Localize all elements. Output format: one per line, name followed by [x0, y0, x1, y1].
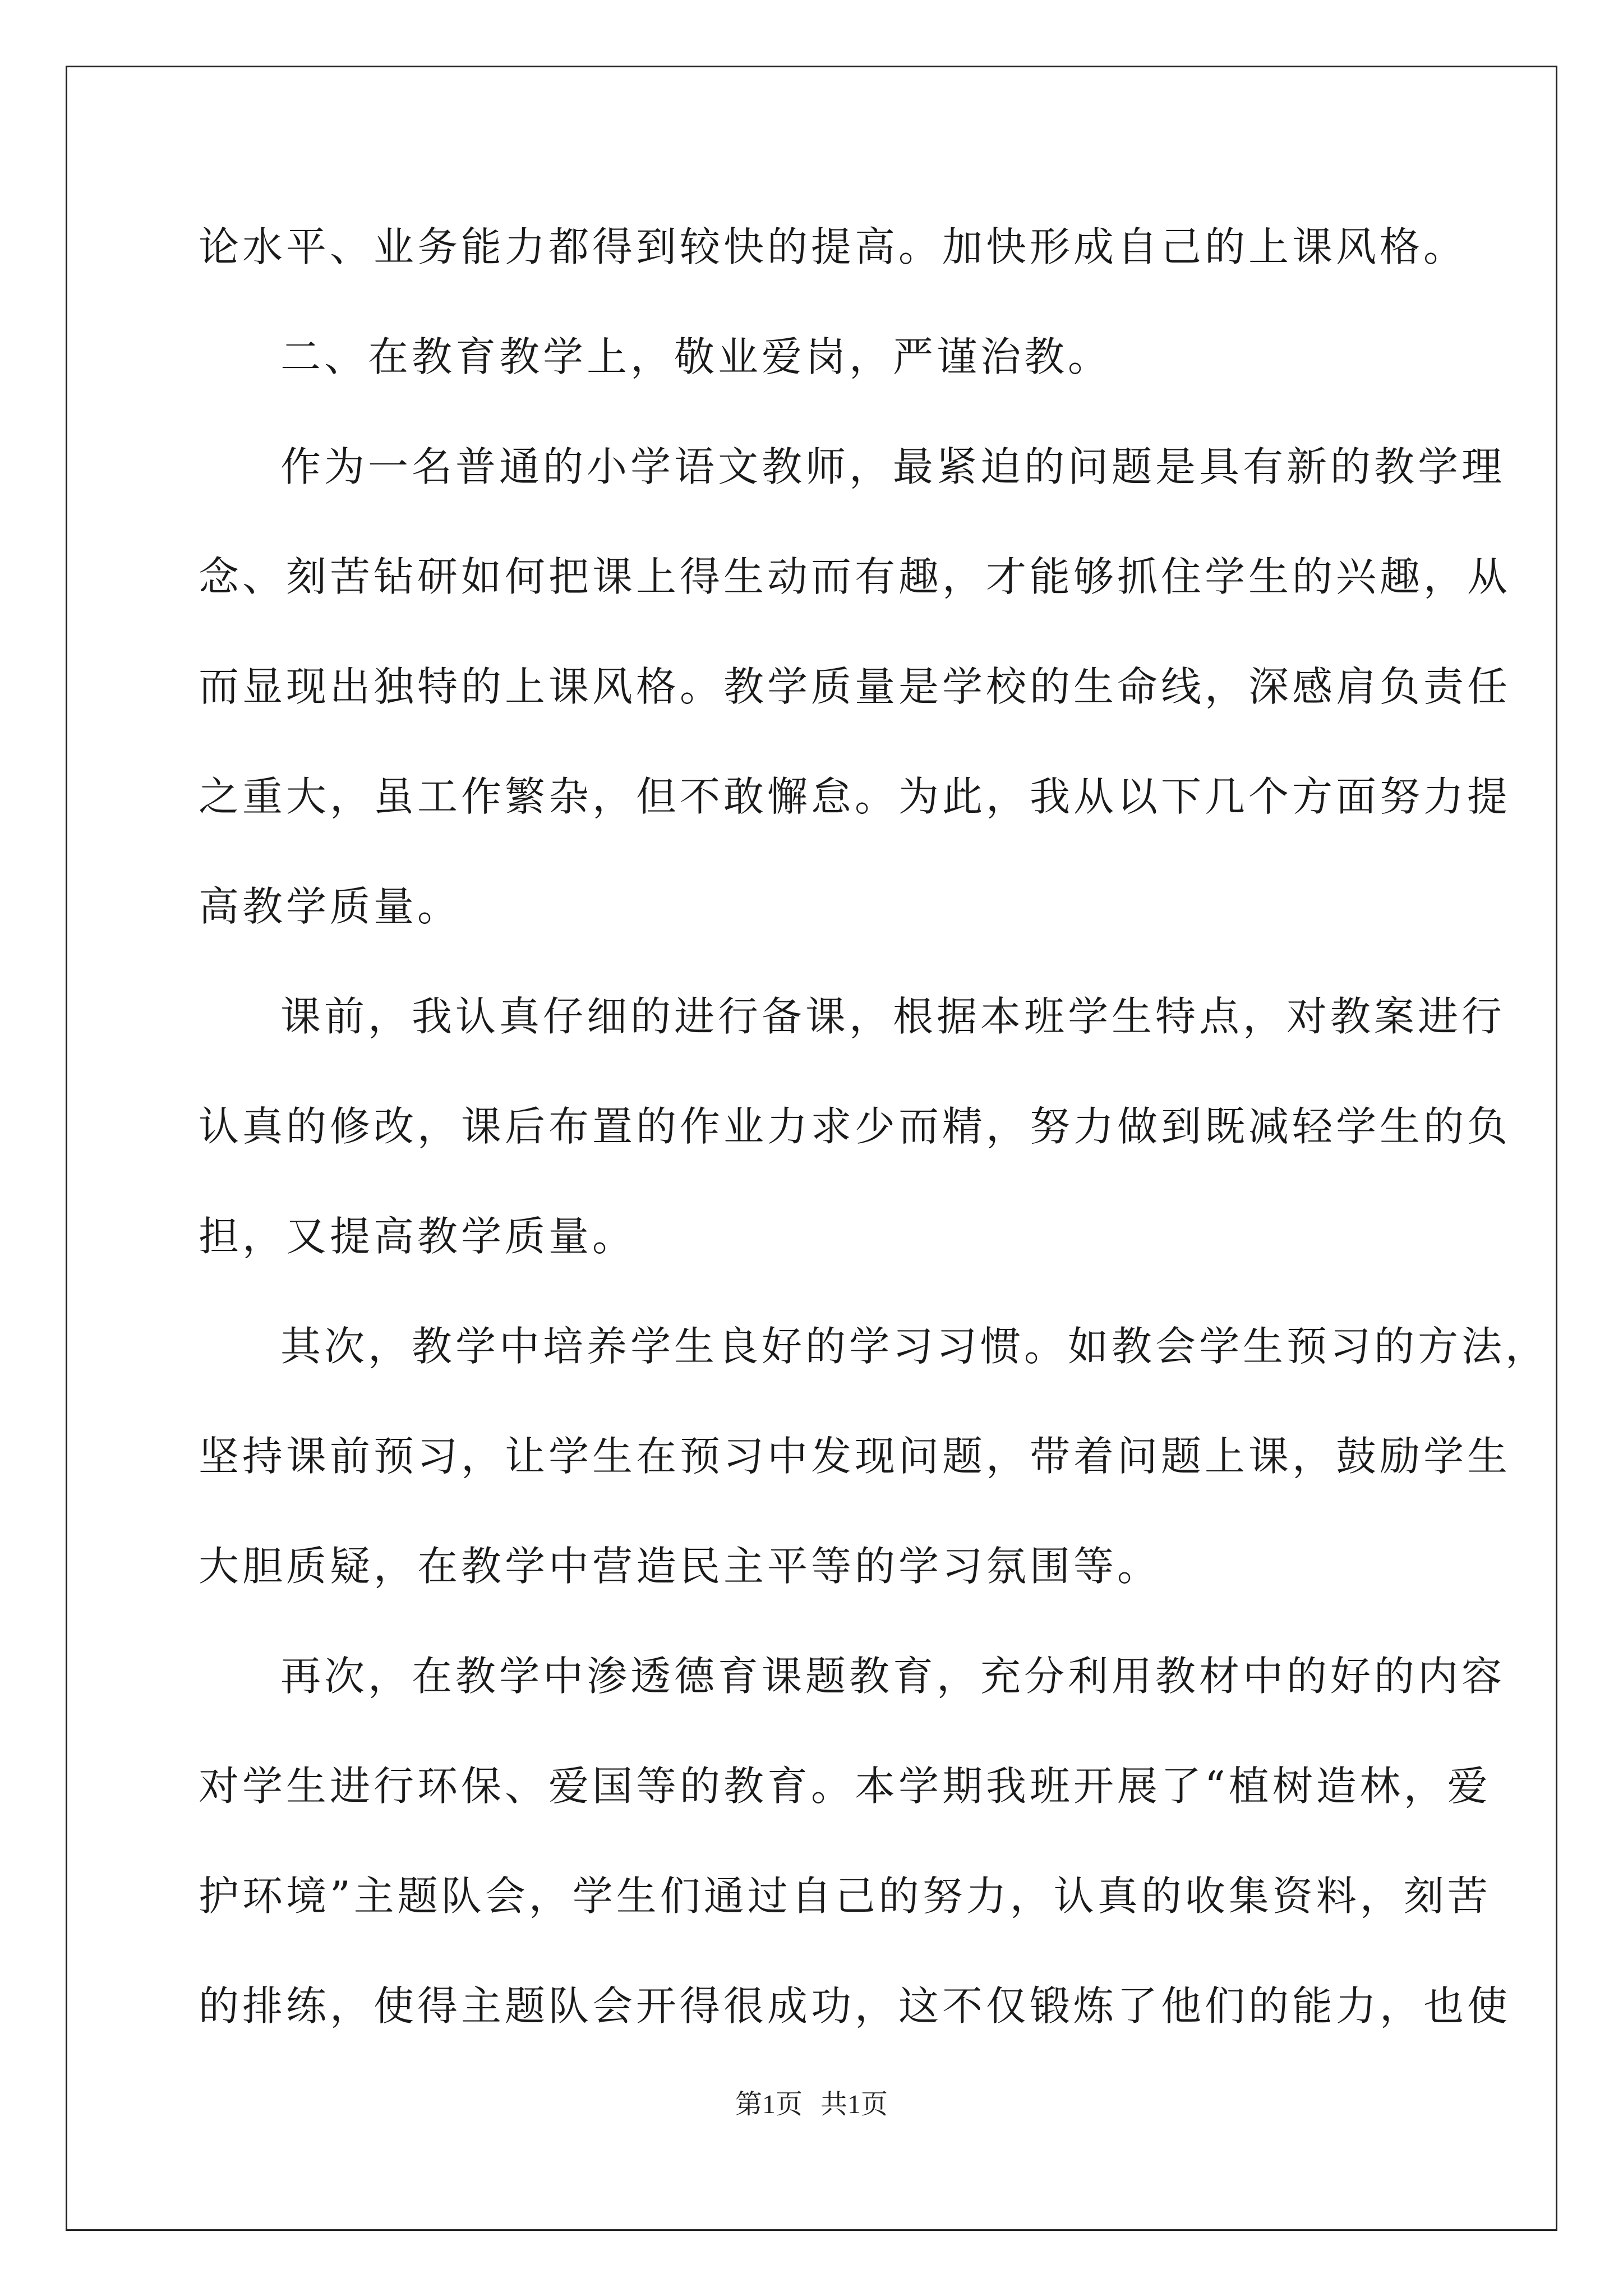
- text-line: 之重大，虽工作繁杂，但不敢懈怠。为此，我从以下几个方面努力提: [199, 773, 1511, 820]
- text-line: 作为一名普通的小学语文教师，最紧迫的问题是具有新的教学理: [280, 443, 1506, 490]
- text-line: 担，又提高教学质量。: [199, 1213, 637, 1260]
- text-line: 高教学质量。: [199, 883, 462, 930]
- text-line: 课前，我认真仔细的进行备课，根据本班学生特点，对教案进行: [280, 993, 1506, 1040]
- text-line: 的排练，使得主题队会开得很成功，这不仅锻炼了他们的能力，也使: [199, 1982, 1511, 2030]
- page-footer: [0, 2088, 1623, 2122]
- text-line: 护环境”主题队会，学生们通过自己的努力，认真的收集资料，刻苦: [199, 1872, 1491, 1920]
- text-line: 念、刻苦钻研如何把课上得生动而有趣，才能够抓住学生的兴趣，从: [199, 553, 1511, 600]
- text-line: 大胆质疑，在教学中营造民主平等的学习氛围等。: [199, 1543, 1161, 1590]
- page-number: 第1页: [735, 2090, 803, 2119]
- section-heading: 二、在教育教学上，敬业爱岗，严谨治教。: [280, 333, 1112, 380]
- text-line: 再次，在教学中渗透德育课题教育，充分利用教材中的好的内容: [280, 1653, 1506, 1700]
- text-line: 而显现出独特的上课风格。教学质量是学校的生命线，深感肩负责任: [199, 663, 1511, 710]
- text-line: 对学生进行环保、爱国等的教育。本学期我班开展了“植树造林，爱: [199, 1763, 1491, 1810]
- text-line: 其次，教学中培养学生良好的学习习惯。如教会学生预习的方法，: [280, 1323, 1550, 1370]
- text-line: 坚持课前预习，让学生在预习中发现问题，带着问题上课，鼓励学生: [199, 1433, 1511, 1480]
- page-total: 共1页: [820, 2090, 888, 2119]
- text-line: 认真的修改，课后布置的作业力求少而精，努力做到既减轻学生的负: [199, 1103, 1511, 1150]
- text-line: 论水平、业务能力都得到较快的提高。加快形成自己的上课风格。: [199, 223, 1468, 270]
